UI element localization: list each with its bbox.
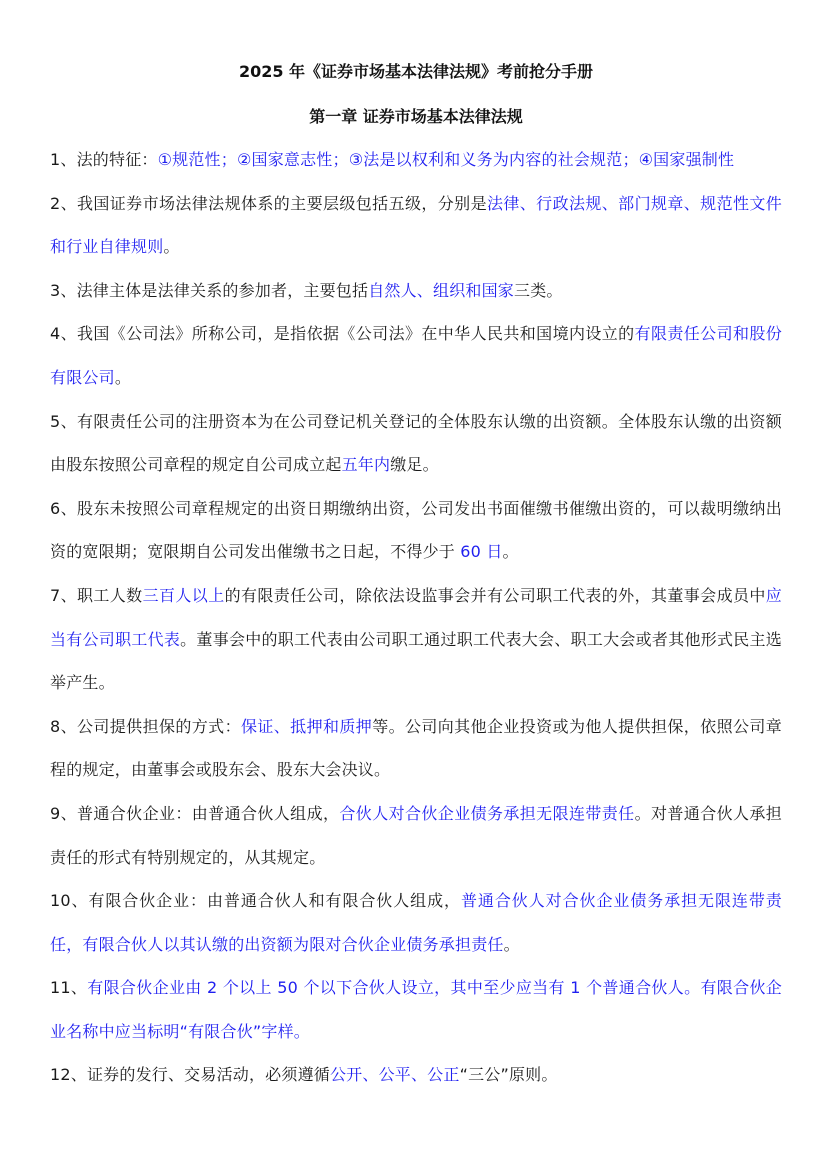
item-text: 缴足。	[390, 455, 439, 475]
item-highlight: 60 日	[460, 542, 503, 562]
list-item-2	[50, 182, 782, 269]
item-text: 。对普通合伙人承担责任的形式有特别规定的，从其规定。	[50, 803, 782, 867]
item-number: 10、	[50, 891, 89, 911]
item-highlight: 三百人以上	[142, 585, 225, 605]
list-item-8	[50, 705, 782, 792]
item-highlight: 法律、行政法规、部门规章、规范性文件和行业自律规则	[50, 193, 782, 257]
item-highlight: 有限责任公司和股份有限公司	[50, 324, 782, 387]
item-text: 我国证券市场法律法规体系的主要层级包括五级，分别是	[76, 193, 487, 213]
item-highlight: 五年内	[341, 455, 391, 475]
item-highlight: ①规范性；②国家意志性；③法是以权利和义务为内容的社会规范；④国家强制性	[157, 150, 735, 169]
item-text: 普通合伙企业：由普通合伙人组成，	[76, 803, 340, 823]
item-number: 3、	[50, 280, 77, 300]
item-number: 4、	[50, 324, 77, 344]
item-text: 股东未按照公司章程规定的出资日期缴纳出资，公司发出书面催缴书催缴出资的，可以裁明缴纳出资的宽限期；宽限期自公司发出催缴书之日起，不得少于	[50, 498, 782, 562]
item-number: 5、	[50, 411, 77, 431]
list-item-10	[50, 879, 782, 966]
item-highlight: 有限合伙企业由 2 个以上 50 个以下合伙人设立，其中至少应当有 1 个普通合伙人。有限合伙企业名称中应当标明“有限合伙”字样。	[50, 978, 782, 1041]
item-highlight: 应当有公司职工代表	[50, 585, 782, 649]
item-number: 12、	[50, 1065, 87, 1085]
chapter-title: 第一章 证券市场基本法律法规	[309, 107, 523, 126]
list-item-1	[50, 138, 782, 182]
item-number: 7、	[50, 585, 77, 605]
item-number: 6、	[50, 498, 77, 518]
list-item-6	[50, 487, 782, 574]
item-highlight: 公开、公平、公正	[329, 1065, 460, 1085]
item-text: 法律主体是法律关系的参加者，主要包括	[76, 280, 369, 300]
item-text: 。董事会中的职工代表由公司职工通过职工代表大会、职工大会或者其他形式民主选举产生。	[50, 629, 782, 693]
item-text: 公司提供担保的方式：	[76, 716, 241, 736]
list-item-11	[50, 966, 782, 1053]
item-text: 三类。	[514, 280, 563, 300]
list-item-3	[50, 269, 782, 313]
item-text: 。	[114, 367, 132, 387]
item-number: 1、	[50, 150, 77, 169]
item-number: 9、	[50, 803, 77, 823]
item-text: 的有限责任公司，除依法设监事会并有公司职工代表的外，其董事会成员中	[224, 585, 766, 605]
list-item-12	[50, 1053, 782, 1097]
item-text: 我国《公司法》所称公司，是指依据《公司法》在中华人民共和国境内设立的	[76, 324, 635, 344]
document-body	[50, 138, 782, 1097]
item-highlight: 保证、抵押和质押	[240, 716, 373, 736]
item-highlight: 合伙人对合伙企业债务承担无限连带责任	[339, 803, 635, 823]
item-text: 职工人数	[76, 585, 143, 605]
item-number: 8、	[50, 716, 77, 736]
item-text: 等。公司向其他企业投资或为他人提供担保，依照公司章程的规定，由董事会或股东会、股东大会决议。	[50, 716, 782, 780]
item-text: 证券的发行、交易活动，必须遵循	[86, 1065, 330, 1085]
item-highlight: 普通合伙人对合伙企业债务承担无限连带责任，有限合伙人以其认缴的出资额为限对合伙企业债务承担责任	[50, 891, 782, 954]
item-text: 有限责任公司的注册资本为在公司登记机关登记的全体股东认缴的出资额。全体股东认缴的出资额由股东按照公司章程的规定自公司成立起	[50, 411, 782, 475]
item-text: “三公”原则。	[459, 1065, 558, 1085]
item-text: 。	[163, 237, 180, 257]
item-highlight: 自然人、组织和国家	[368, 280, 515, 300]
list-item-9	[50, 792, 782, 879]
item-text: 有限合伙企业：由普通合伙人和有限合伙人组成，	[88, 891, 461, 911]
item-number: 11、	[50, 978, 88, 998]
list-item-4	[50, 312, 782, 399]
item-number: 2、	[50, 193, 77, 213]
list-item-7	[50, 574, 782, 705]
item-text: 。	[502, 542, 519, 562]
list-item-5	[50, 400, 782, 487]
item-text: 法的特征：	[76, 150, 158, 169]
item-text: 。	[503, 934, 520, 954]
document-title: 2025 年《证券市场基本法律法规》考前抢分手册	[238, 62, 594, 81]
